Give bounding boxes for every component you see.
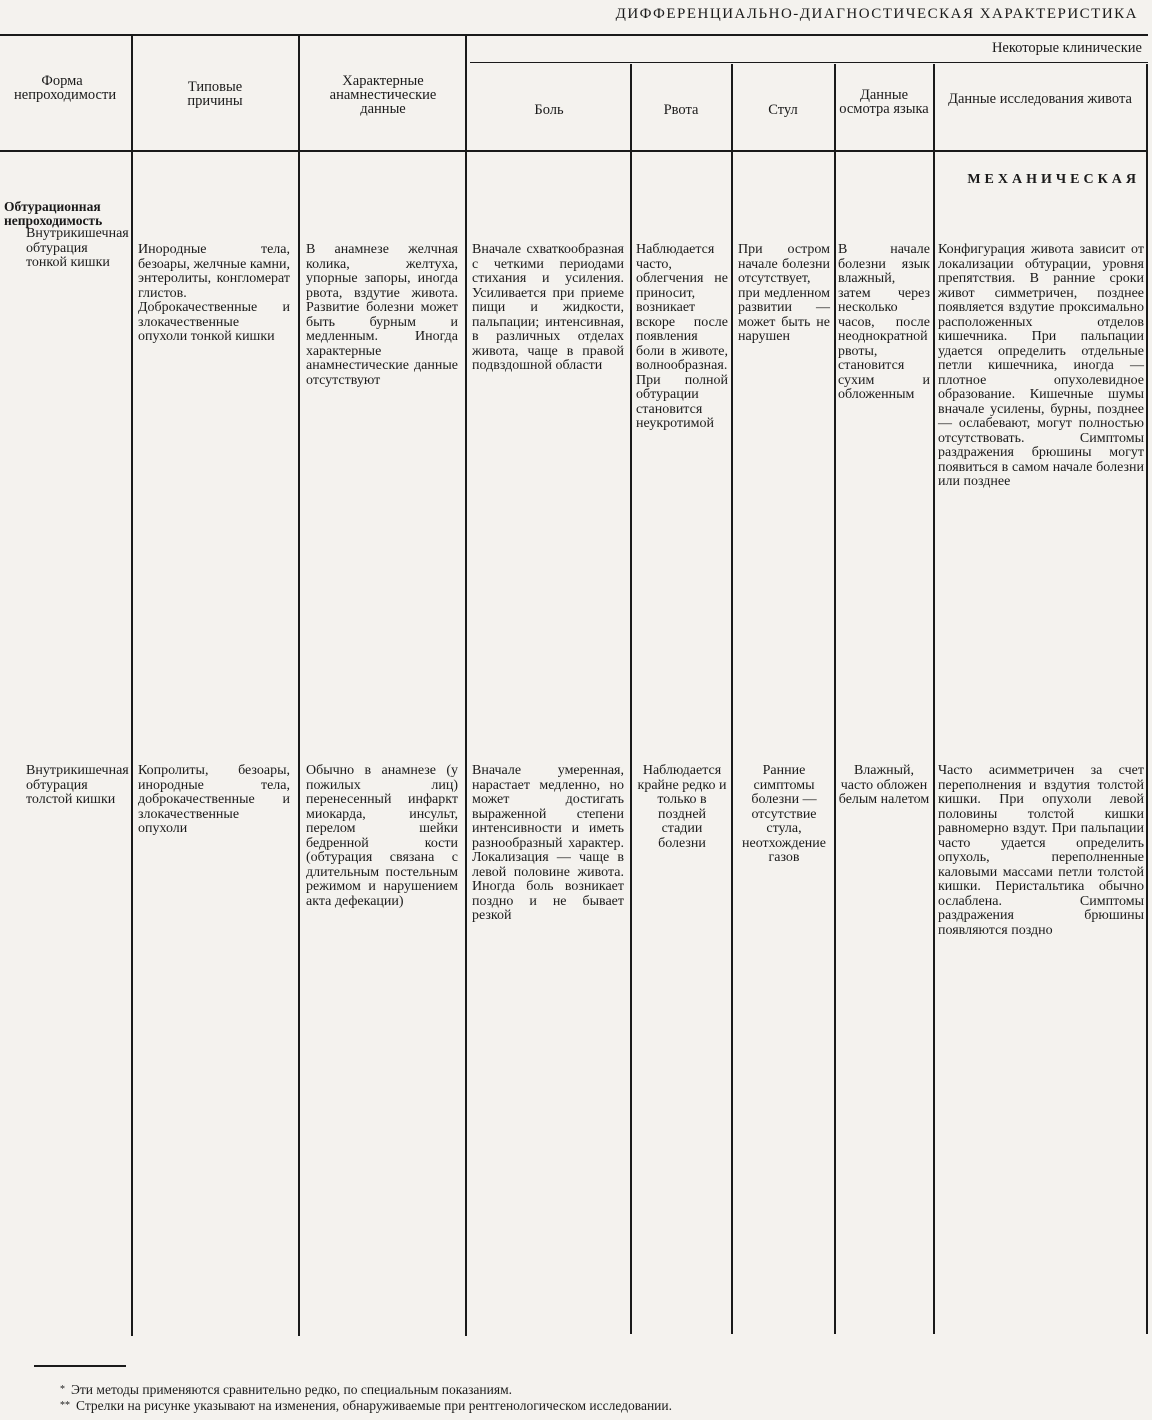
header-tongue: Данные осмотра языка bbox=[839, 87, 929, 117]
footnote-mark: ** bbox=[60, 1400, 70, 1411]
cell-stool: При остром начале болезни отсутствует, при медленном развитии — может быть не нарушен bbox=[738, 242, 830, 344]
footnote bbox=[60, 1399, 672, 1413]
header-vomit: Рвота bbox=[663, 102, 699, 118]
column-divider bbox=[131, 36, 133, 1336]
column-divider bbox=[298, 36, 300, 1336]
header-stool: Стул bbox=[768, 102, 798, 118]
header-causes: Типовые причины bbox=[187, 79, 243, 109]
footnote-text: Эти методы применяются сравнительно редко, по специальным показаниям. bbox=[71, 1382, 513, 1397]
column-divider bbox=[1146, 64, 1148, 1334]
form-title: Обтурационная непроходимость bbox=[4, 199, 103, 228]
cell-pain: Вначале схваткообразная с четкими периодами стихания и усиления. Усиливается при приеме пищи и жидкости, пальпации; интенсивная, в различных отделах живота, чаще в правой подвздошной области bbox=[472, 242, 624, 373]
group-rule bbox=[470, 62, 1148, 63]
header-pain: Боль bbox=[534, 102, 564, 118]
cell-anamnesis: В анамнезе желчная колика, желтуха, упорные запоры, иногда рвота, вздутие живота. Развитие болезни может быть бурным и медленным. Иногда характерные анамнестические данные отсутствуют bbox=[306, 242, 458, 388]
cell-tongue: В начале болезни язык влажный, затем через несколько часов, после неоднократной рвоты, становится сухим и обложенным bbox=[838, 242, 930, 402]
cell-vomit: Наблюдается крайне редко и только в поздней стадии болезни bbox=[637, 763, 727, 851]
cell-causes: Копролиты, безоары, инородные тела, доброкачественные и злокачественные опухоли bbox=[138, 763, 290, 836]
footnote-text: Стрелки на рисунке указывают на изменения, обнаруживаемые при рентгенологическом исследовании. bbox=[76, 1398, 672, 1413]
form-name: Внутрикишечная обтурация тонкой кишки bbox=[26, 226, 129, 270]
top-rule bbox=[0, 34, 1148, 36]
cell-abdomen: Конфигурация живота зависит от локализации обтурации, уровня препятствия. В ранние сроки живот симметричен, позднее появляется вздутие проксимально расположенных отделов кишечника. При пальпации удается определить отдельные петли кишечника, иногда — плотное опухолевидное образование. Кишечные шумы вначале усилены, бурны, позднее — ослабевают, могут полностью отсутствовать. Симптомы раздражения брюшины могут появиться в самом начале болезни или позднее bbox=[938, 242, 1144, 489]
cell-causes: Инородные тела, безоары, желчные камни, энтеролиты, конгломерат глистов. Доброкачественные и злокачественные опухоли тонкой кишки bbox=[138, 242, 290, 344]
cell-stool: Ранние симптомы болезни — отсутствие стула, неотхождение газов bbox=[742, 763, 826, 865]
table-row bbox=[4, 199, 129, 271]
cell-tongue: Влажный, часто обложен белым налетом bbox=[838, 763, 930, 807]
column-divider bbox=[731, 64, 733, 1334]
column-divider bbox=[834, 64, 836, 1334]
table-row bbox=[4, 763, 129, 808]
group-header: Некоторые клинические bbox=[991, 40, 1142, 56]
footnote-rule bbox=[34, 1365, 126, 1367]
section-label: МЕХАНИЧЕСКАЯ bbox=[967, 172, 1140, 187]
page-title: ДИФФЕРЕНЦИАЛЬНО-ДИАГНОСТИЧЕСКАЯ ХАРАКТЕРИСТИКА bbox=[615, 6, 1138, 22]
cell-abdomen: Часто асимметричен за счет переполнения и вздутия толстой кишки. При опухоли левой половины толстой кишки равномерно вздут. При пальпации часто удается определить опухоль, переполненные каловыми массами петли толстой кишки. Перистальтика обычно ослаблена. Симптомы раздражения брюшины появляются поздно bbox=[938, 763, 1144, 938]
cell-anamnesis: Обычно в анамнезе (у пожилых лиц) перенесенный инфаркт миокарда, инсульт, перелом шейки бедренной кости (обтурация связана с длительным постельным режимом и нарушением акта дефекации) bbox=[306, 763, 458, 909]
header-bottom-rule bbox=[0, 150, 1148, 152]
column-divider bbox=[933, 64, 935, 1334]
column-divider bbox=[630, 64, 632, 1334]
cell-vomit: Наблюдается часто, облегчения не приносит, возникает вскоре после появления боли в животе, волнообразная. При полной обтурации становится неукротимой bbox=[636, 242, 728, 431]
header-abdomen: Данные исследования живота bbox=[948, 91, 1132, 107]
footnote bbox=[60, 1383, 512, 1397]
form-name: Внутрикишечная обтурация толстой кишки bbox=[26, 763, 129, 807]
column-divider bbox=[465, 36, 467, 1336]
header-form: Форма непроходимости bbox=[14, 73, 117, 103]
header-anamnesis: Характерные анамнестические данные bbox=[329, 73, 437, 117]
cell-pain: Вначале умеренная, нарастает медленно, но может достигать выраженной степени интенсивности и иметь разнообразный характер. Локализация — чаще в левой половине живота. Иногда боль возникает поздно и не бывает резкой bbox=[472, 763, 624, 923]
footnote-mark: * bbox=[60, 1384, 65, 1395]
